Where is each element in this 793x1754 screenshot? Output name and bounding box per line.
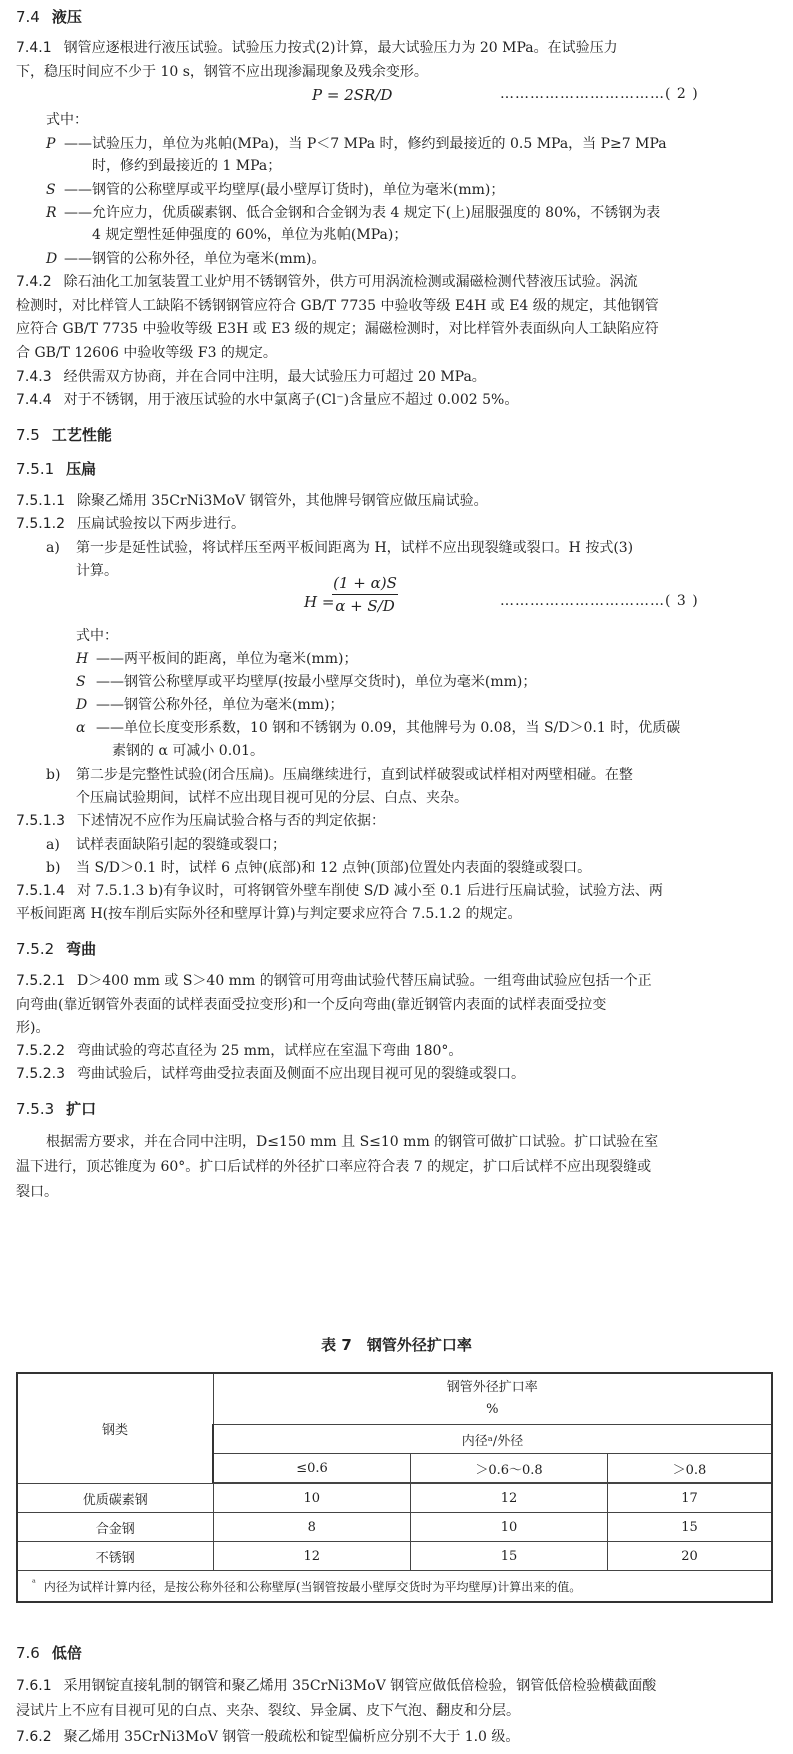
table-row xyxy=(17,1542,772,1571)
para-7-4-3: 7.4.3 经供需双方协商，并在合同中注明，最大试验压力可超过 20 MPa。 xyxy=(16,369,486,385)
def-S-2: S ——钢管公称壁厚或平均壁厚(按最小壁厚交货时)，单位为毫米(mm)； xyxy=(76,674,537,690)
section-heading-7-5-1: 7.5.1 压扁 xyxy=(16,460,97,478)
para-7-6-2: 7.6.2 聚乙烯用 35CrNi3MoV 钢管一般疏松和锭型偏析应分别不大于 1.0 级。 xyxy=(16,1729,520,1745)
para-7-4-2-line3: 应符合 GB/T 7735 中验收等级 E3H 或 E3 级的规定；漏磁检测时，对比样管外表面纵向人工缺陷应符 xyxy=(16,321,659,337)
row-name: 合金钢 xyxy=(17,1513,213,1542)
para-7-5-1-3-a: a) 试样表面缺陷引起的裂缝或裂口； xyxy=(46,837,286,853)
cell-value: 12 xyxy=(213,1542,411,1571)
col-header-range-2: ＞0.6～0.8 xyxy=(411,1454,608,1483)
def-R-line2: 4 规定塑性延伸强度的 60%，单位为兆帕(MPa)； xyxy=(92,227,408,243)
para-7-4-1-line2: 下，稳压时间应不少于 10 s，钢管不应出现渗漏现象及残余变形。 xyxy=(16,64,428,80)
para-7-6-1-line1: 7.6.1 采用钢锭直接轧制的钢管和聚乙烯用 35CrNi3MoV 钢管应做低倍检验，钢管低倍检验横截面酸 xyxy=(16,1678,657,1694)
col-header-range-1: ≤0.6 xyxy=(213,1454,411,1483)
para-7-5-2-2: 7.5.2.2 弯曲试验的弯芯直径为 25 mm，试样应在室温下弯曲 180°。 xyxy=(16,1043,463,1059)
cell-value: 17 xyxy=(608,1484,773,1513)
def-D: D ——钢管的公称外径，单位为毫米(mm)。 xyxy=(46,251,326,267)
where-label-2: 式中： xyxy=(76,628,118,644)
para-7-5-2-1-line2: 向弯曲(靠近钢管外表面的试样表面受拉变形)和一个反向弯曲(靠近钢管内表面的试样表面受拉变 xyxy=(16,997,607,1013)
equation-2: P = 2SR/D xyxy=(312,86,393,104)
item-a-line1: a) 第一步是延性试验，将试样压至两平板间距离为 H，试样不应出现裂缝或裂口。H 按式(3) xyxy=(46,540,634,556)
para-7-5-1-4-line1: 7.5.1.4 对 7.5.1.3 b)有争议时，可将钢管外壁车削使 S/D 减小至 0.1 后进行压扁试验，试验方法、两 xyxy=(16,883,663,899)
def-alpha-line2: 素钢的 α 可减小 0.01。 xyxy=(112,743,264,759)
def-H: H ——两平板间的距离，单位为毫米(mm)； xyxy=(76,651,358,667)
cell-value: 10 xyxy=(411,1513,608,1542)
section-heading-7-4: 7.4 液压 xyxy=(16,8,82,26)
table-7 xyxy=(16,1372,773,1603)
section-heading-7-5: 7.5 工艺性能 xyxy=(16,426,112,444)
col-header-rate-unit: % xyxy=(486,1402,499,1417)
section-heading-7-5-2: 7.5.2 弯曲 xyxy=(16,940,97,958)
para-7-5-1-1: 7.5.1.1 除聚乙烯用 35CrNi3MoV 钢管外，其他牌号钢管应做压扁试验。 xyxy=(16,493,488,509)
table-row xyxy=(17,1484,772,1513)
para-7-4-1-line1: 7.4.1 钢管应逐根进行液压试验。试验压力按式(2)计算，最大试验压力为 20 MPa。在试验压力 xyxy=(16,40,618,56)
para-7-5-3-line2: 温下进行，顶芯锥度为 60°。扩口后试样的外径扩口率应符合表 7 的规定，扩口后试样不应出现裂缝或 xyxy=(16,1159,652,1175)
def-D-2: D ——钢管公称外径，单位为毫米(mm)； xyxy=(76,697,344,713)
para-7-4-2-line1: 7.4.2 除石油化工加氢装置工业炉用不锈钢管外，供方可用涡流检测或漏磁检测代替液压试验。涡流 xyxy=(16,274,638,290)
para-7-6-1-line2: 浸试片上不应有目视可见的白点、夹杂、裂纹、异金属、皮下气泡、翻皮和分层。 xyxy=(16,1703,520,1719)
para-7-5-1-2: 7.5.1.2 压扁试验按以下两步进行。 xyxy=(16,516,245,532)
col-header-rate-label: 钢管外径扩口率 xyxy=(446,1380,538,1395)
para-7-5-2-1-line3: 形)。 xyxy=(16,1020,50,1036)
equation-3-number: ……………………………( 3 ) xyxy=(500,593,699,609)
table-row xyxy=(17,1513,772,1542)
table-7-caption: 表 7 钢管外径扩口率 xyxy=(321,1336,472,1354)
def-P-line1: P ——试验压力，单位为兆帕(MPa)，当 P＜7 MPa 时，修约到最接近的 0.5 MPa，当 P≥7 MPa xyxy=(46,136,667,152)
para-7-4-2-line4: 合 GB/T 12606 中验收等级 F3 的规定。 xyxy=(16,345,277,361)
para-7-4-4: 7.4.4 对于不锈钢，用于液压试验的水中氯离子(Cl⁻)含量应不超过 0.002 5%。 xyxy=(16,392,519,408)
para-7-5-2-3: 7.5.2.3 弯曲试验后，试样弯曲受拉表面及侧面不应出现目视可见的裂缝或裂口。 xyxy=(16,1066,525,1082)
cell-value: 12 xyxy=(411,1484,608,1513)
item-a-line2: 计算。 xyxy=(76,563,118,579)
where-label: 式中： xyxy=(46,112,88,128)
cell-value: 15 xyxy=(411,1542,608,1571)
cell-value: 20 xyxy=(608,1542,773,1571)
para-7-4-2-line2: 检测时，对比样管人工缺陷不锈钢钢管应符合 GB/T 7735 中验收等级 E4H 或 E4 级的规定，其他钢管 xyxy=(16,298,659,314)
def-S: S ——钢管的公称壁厚或平均壁厚(最小壁厚订货时)，单位为毫米(mm)； xyxy=(46,182,505,198)
def-P-line2: 时，修约到最接近的 1 MPa； xyxy=(92,158,282,174)
col-header-rate xyxy=(213,1373,772,1425)
para-7-5-3-line3: 裂口。 xyxy=(16,1184,58,1200)
section-heading-7-6: 7.6 低倍 xyxy=(16,1644,82,1662)
col-header-ratio: 内径ᵃ/外径 xyxy=(213,1425,772,1454)
table-footnote: $^ᵃ$ 内径为试样计算内径，是按公称外径和公称壁厚(当钢管按最小壁厚交货时为平均壁厚)计算出来的值。 xyxy=(17,1571,772,1603)
cell-value: 10 xyxy=(213,1484,411,1513)
cell-value: 8 xyxy=(213,1513,411,1542)
equation-3-numerator: (1 + α)S xyxy=(333,574,397,592)
def-R-line1: R ——允许应力，优质碳素钢、低合金钢和合金钢为表 4 规定下(上)屈服强度的 80%，不锈钢为表 xyxy=(46,205,661,221)
equation-3-fraction xyxy=(332,574,398,615)
equation-3-denominator: α + S/D xyxy=(335,597,395,615)
para-7-5-3-line1: 根据需方要求，并在合同中注明，D≤150 mm 且 S≤10 mm 的钢管可做扩口试验。扩口试验在室 xyxy=(46,1134,659,1150)
row-name: 优质碳素钢 xyxy=(17,1484,213,1513)
col-header-steel: 钢类 xyxy=(17,1373,213,1484)
item-b-line2: 个压扁试验期间，试样不应出现目视可见的分层、白点、夹杂。 xyxy=(76,790,468,806)
para-7-5-1-3: 7.5.1.3 下述情况不应作为压扁试验合格与否的判定依据： xyxy=(16,813,385,829)
row-name: 不锈钢 xyxy=(17,1542,213,1571)
para-7-5-1-3-b: b) 当 S/D＞0.1 时，试样 6 点钟(底部)和 12 点钟(顶部)位置处内表面的裂缝或裂口。 xyxy=(46,860,592,876)
equation-2-number: ……………………………( 2 ) xyxy=(500,86,699,102)
col-header-range-3: ＞0.8 xyxy=(608,1454,773,1483)
para-7-5-2-1-line1: 7.5.2.1 D＞400 mm 或 S＞40 mm 的钢管可用弯曲试验代替压扁试验。一组弯曲试验应包括一个正 xyxy=(16,973,652,989)
item-b-line1: b) 第二步是完整性试验(闭合压扁)。压扁继续进行，直到试样破裂或试样相对两壁相碰。在整 xyxy=(46,767,633,783)
cell-value: 15 xyxy=(608,1513,773,1542)
equation-3-lhs: H = xyxy=(304,593,335,611)
section-heading-7-5-3: 7.5.3 扩口 xyxy=(16,1100,97,1118)
para-7-5-1-4-line2: 平板间距离 H(按车削后实际外径和壁厚计算)与判定要求应符合 7.5.1.2 的规定。 xyxy=(16,906,522,922)
def-alpha-line1: α ——单位长度变形系数，10 钢和不锈钢为 0.09，其他牌号为 0.08，当 S/D＞0.1 时，优质碳 xyxy=(76,720,681,736)
